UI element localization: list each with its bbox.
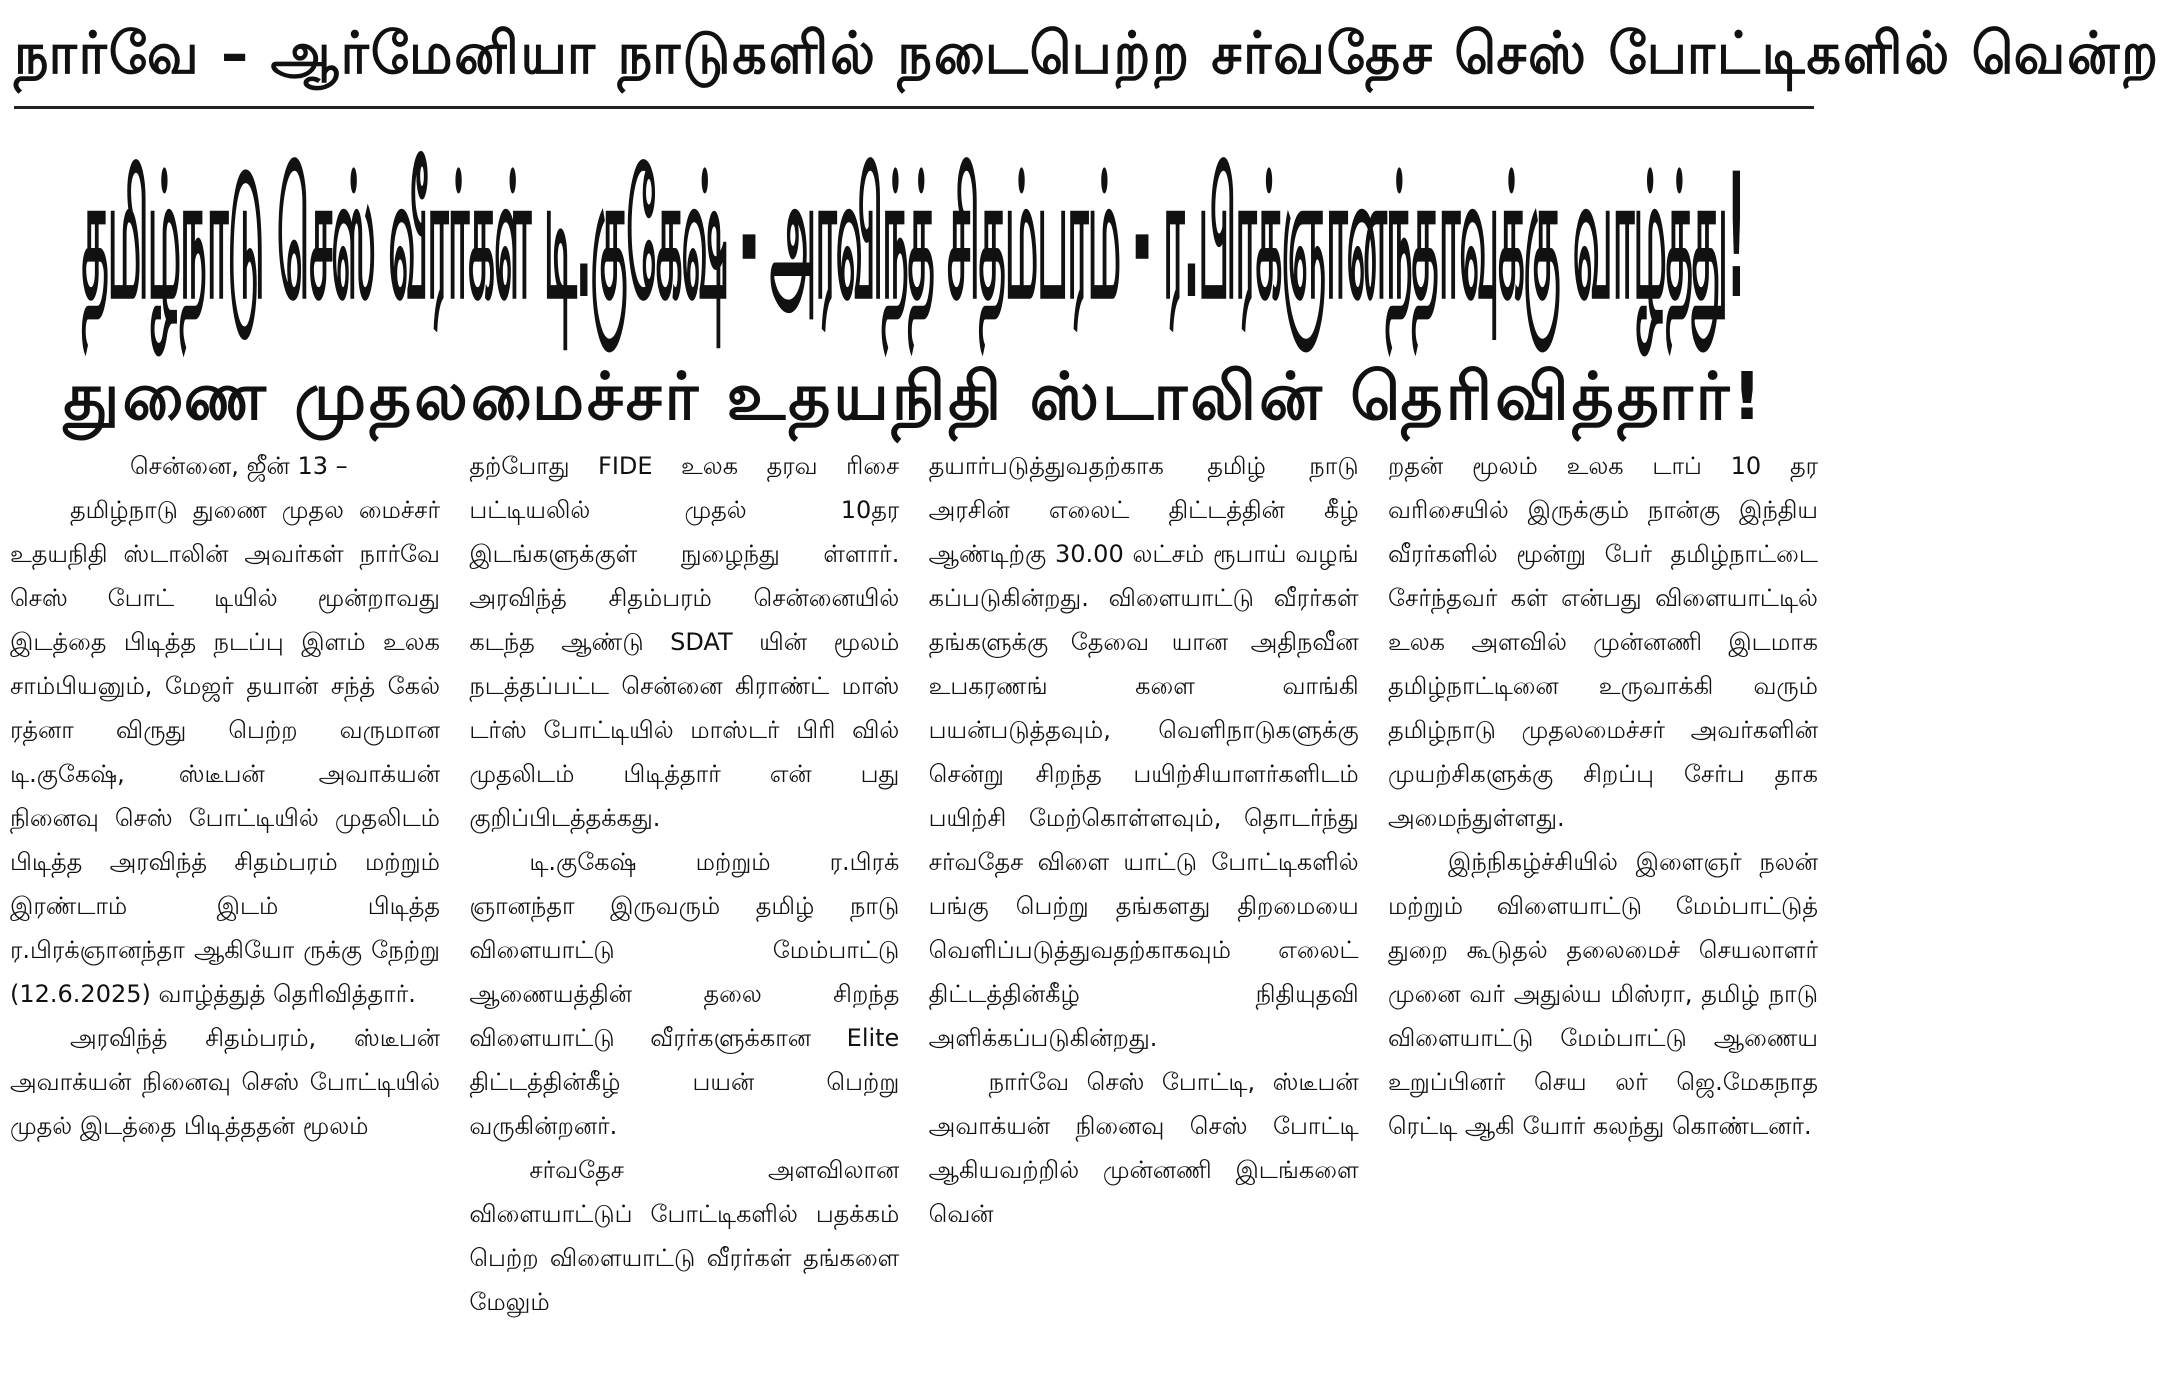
- kicker-text: நார்வே – ஆர்மேனியா நாடுகளில் நடைபெற்ற சர்வதேச செஸ் போட்டிகளில் வென்ற: [14, 19, 2160, 87]
- article-column-1: [10, 444, 440, 1384]
- paragraph: இந்நிகழ்ச்சியில் இளைஞர் நலன் மற்றும் விளையாட்டு மேம்பாட்டுத் துறை கூடுதல் தலைமைச் செயலாளர் முனை வர் அதுல்ய மிஸ்ரா, தமிழ் நாடு விளையாட்டு மேம்பாட்டு ஆணைய உறுப்பினர் செய லர் ஜெ.மேகநாத ரெட்டி ஆகி யோர் கலந்து கொண்டனர்.: [1387, 848, 1818, 1140]
- dateline: சென்னை, ஜீன் 13 –: [130, 452, 348, 480]
- article-body: [10, 444, 1818, 1384]
- paragraph: டி.குகேஷ் மற்றும் ர.பிரக் ஞானந்தா இருவரும் தமிழ் நாடு விளையாட்டு மேம்பாட்டு ஆணையத்தின் தலை சிறந்த விளையாட்டு வீரர்களுக்கான Elite திட்டத்தின்கீழ் பயன் பெற்று வருகின்றனர்.: [469, 848, 900, 1140]
- headline: [10, 118, 1816, 358]
- paragraph-continued: தயார்படுத்துவதற்காக தமிழ் நாடு அரசின் எலைட் திட்டத்தின் கீழ் ஆண்டிற்கு 30.00 லட்சம் ரூபாய் வழங் கப்படுகின்றது. விளையாட்டு வீரர்கள் தங்களுக்கு தேவை யான அதிநவீன உபகரணங் களை வாங்கி பயன்படுத்தவும், வெளிநாடுகளுக்கு சென்று சிறந்த பயிற்சியாளர்களிடம் பயிற்சி மேற்கொள்ளவும், தொடர்ந்து சர்வதேச விளை யாட்டு போட்டிகளில் பங்கு பெற்று தங்களது திறமையை வெளிப்படுத்துவதற்காகவும் எலைட் திட்டத்தின்கீழ் நிதியுதவி அளிக்கப்படுகின்றது.: [928, 452, 1359, 1052]
- headline-text: தமிழ்நாடு செஸ் வீரர்கள் டி.குகேஷ் - அரவிந்த் சிதம்பரம் - ர.பிரக்ஞானந்தாவுக்கு வாழ்த்து!: [81, 136, 1745, 337]
- kicker-strap: [14, 8, 2160, 109]
- article-column-4: [1388, 444, 1818, 1384]
- paragraph-continued: தற்போது FIDE உலக தரவ ரிசை பட்டியலில் முதல் 10தர இடங்களுக்குள் நுழைந்து ள்ளார். அரவிந்த் சிதம்பரம் சென்னையில் கடந்த ஆண்டு SDAT யின் மூலம் நடத்தப்பட்ட சென்னை கிராண்ட் மாஸ் டர்ஸ் போட்டியில் மாஸ்டர் பிரி வில் முதலிடம் பிடித்தார் என் பது குறிப்பிடத்தக்கது.: [469, 452, 900, 832]
- article-column-3: [929, 444, 1359, 1384]
- paragraph-continued: றதன் மூலம் உலக டாப் 10 தர வரிசையில் இருக்கும் நான்கு இந்திய வீரர்களில் மூன்று பேர் தமிழ்நாட்டை சேர்ந்தவர் கள் என்பது விளையாட்டில் உலக அளவில் முன்னணி இடமாக தமிழ்நாட்டினை உருவாக்கி வரும் தமிழ்நாடு முதலமைச்சர் அவர்களின் முயற்சிகளுக்கு சிறப்பு சேர்ப தாக அமைந்துள்ளது.: [1387, 452, 1818, 832]
- subheadline-text: துணை முதலமைச்சர் உதயநிதி ஸ்டாலின் தெரிவித்தார்!: [63, 358, 1765, 435]
- subheadline: [14, 352, 1814, 450]
- paragraph: அரவிந்த் சிதம்பரம், ஸ்டீபன் அவாக்யன் நினைவு செஸ் போட்டியில் முதல் இடத்தை பிடித்ததன் மூலம்: [10, 1024, 440, 1140]
- article-column-2: [469, 444, 899, 1384]
- paragraph: சர்வதேச அளவிலான விளையாட்டுப் போட்டிகளில் பதக்கம் பெற்ற விளையாட்டு வீரர்கள் தங்களை மேலும்: [469, 1156, 900, 1316]
- paragraph: நார்வே செஸ் போட்டி, ஸ்டீபன் அவாக்யன் நினைவு செஸ் போட்டி ஆகியவற்றில் முன்னணி இடங்களை வென்: [928, 1068, 1359, 1228]
- paragraph: தமிழ்நாடு துணை முதல மைச்சர் உதயநிதி ஸ்டாலின் அவர்கள் நார்வே செஸ் போட் டியில் மூன்றாவது இடத்தை பிடித்த நடப்பு இளம் உலக சாம்பியனும், மேஜர் தயான் சந்த் கேல் ரத்னா விருது பெற்ற வருமான டி.குகேஷ், ஸ்டீபன் அவாக்யன் நினைவு செஸ் போட்டியில் முதலிடம் பிடித்த அரவிந்த் சிதம்பரம் மற்றும் இரண்டாம் இடம் பிடித்த ர.பிரக்ஞானந்தா ஆகியோ ருக்கு நேற்று (12.6.2025) வாழ்த்துத் தெரிவித்தார்.: [10, 496, 440, 1008]
